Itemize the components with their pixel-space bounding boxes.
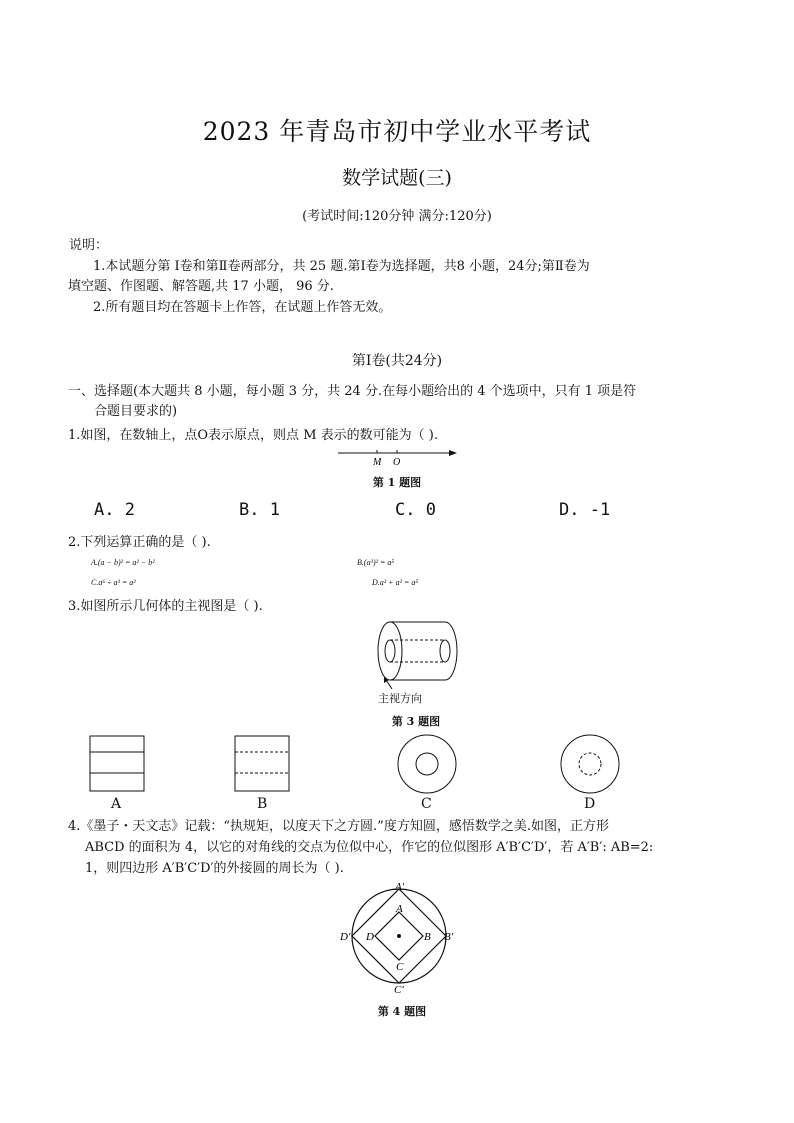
q2-option-b[interactable]: B.(a³)² = a⁵ — [357, 558, 395, 567]
section-instructions-2: 合题目要求的) — [94, 404, 178, 419]
q3-option-a-label[interactable]: A — [111, 796, 122, 812]
q4-text-2: ABCD 的面积为 4，以它的对角线的交点为位似中心，作它的位似图形 A′B′C′D′，若 A′B′: AB=2: — [85, 840, 654, 855]
q3-option-b-label[interactable]: B — [257, 796, 268, 812]
q4-text-1: 4.《墨子・天文志》记载：“执规矩，以度天下之方圆.”度方知圆，感悟数学之美.如图，正方形 — [68, 819, 609, 834]
q4-text-3: 1，则四边形 A′B′C′D′的外接圆的周长为（ ). — [85, 861, 344, 876]
label-a: A — [396, 903, 403, 915]
q1-option-d[interactable]: D. -1 — [559, 500, 611, 520]
view-arrow-head — [384, 677, 389, 683]
notes-line-3: 2.所有题目均在答题卡上作答，在试题上作答无效。 — [93, 300, 392, 315]
similar-squares-figure — [338, 878, 462, 996]
tube-front-face — [378, 622, 402, 680]
label-b: B — [424, 931, 431, 943]
q1-caption: 第 1 题图 — [372, 476, 422, 489]
tube-outline — [390, 622, 457, 680]
notes-line-1: 1.本试题分第 Ⅰ卷和第Ⅱ卷两部分，共 25 题.第Ⅰ卷为选择题，共8 小题，24分;第Ⅱ卷为 — [93, 259, 590, 274]
label-c: C — [396, 961, 404, 973]
section-title: 第Ⅰ卷(共24分) — [351, 353, 443, 369]
tube-figure — [376, 618, 460, 690]
q1-text: 1.如图，在数轴上，点O表示原点，则点 M 表示的数可能为（ ). — [68, 428, 438, 443]
q2-option-c[interactable]: C.a⁶ ÷ a³ = a² — [91, 578, 136, 587]
notes-heading: 说明： — [69, 238, 109, 253]
label-m: M — [373, 457, 382, 468]
q3-option-d-label[interactable]: D — [584, 796, 596, 812]
page-title: 2023 年青岛市初中学业水平考试 — [202, 117, 592, 146]
view-direction-label: 主视方向 — [378, 692, 422, 705]
option-d-outer-circle — [561, 735, 619, 793]
option-c-outer-circle — [398, 735, 456, 793]
center-point — [397, 934, 401, 938]
option-a-figure[interactable] — [89, 735, 145, 793]
option-c-inner-circle — [416, 753, 438, 775]
q4-caption: 第 4 题图 — [377, 1005, 427, 1018]
option-b-rect — [235, 736, 289, 791]
q2-text: 2.下列运算正确的是（ ). — [68, 535, 211, 550]
option-b-figure[interactable] — [234, 735, 290, 793]
label-d-prime: D′ — [340, 931, 351, 943]
option-d-figure[interactable] — [559, 733, 621, 795]
q3-text: 3.如图所示几何体的主视图是（ ). — [68, 599, 263, 614]
label-c-prime: C′ — [394, 984, 404, 996]
q3-option-c-label[interactable]: C — [421, 796, 432, 812]
q2-option-a[interactable]: A.(a − b)² = a² − b² — [91, 558, 155, 567]
view-arrow — [386, 680, 392, 689]
number-line-arrow — [449, 450, 457, 456]
tube-back-hole — [440, 640, 450, 662]
label-o: O — [393, 457, 401, 468]
label-a-prime: A′ — [395, 881, 405, 893]
exam-meta: (考试时间:120分钟 满分:120分) — [302, 209, 492, 224]
section-instructions-1: 一、选择题(本大题共 8 小题，每小题 3 分，共 24 分.在每小题给出的 4 个选项中，只有 1 项是符 — [68, 384, 637, 399]
q1-option-a[interactable]: A. 2 — [94, 500, 135, 520]
option-c-figure[interactable] — [396, 733, 458, 795]
option-d-dashed-circle — [579, 753, 601, 775]
q3-caption: 第 3 题图 — [391, 715, 441, 728]
q1-option-b[interactable]: B. 1 — [239, 500, 280, 520]
number-line-figure — [336, 444, 460, 468]
label-d: D — [366, 931, 374, 943]
label-b-prime: B′ — [444, 931, 454, 943]
notes-line-2: 填空题、作图题、解答题,共 17 小题， 96 分. — [68, 279, 334, 294]
q1-option-c[interactable]: C. 0 — [395, 500, 436, 520]
q2-option-d[interactable]: D.a³ + a² = a⁵ — [372, 578, 419, 587]
page-subtitle: 数学试题(三) — [342, 167, 452, 189]
tube-front-hole — [385, 640, 395, 662]
option-a-rect — [90, 736, 144, 791]
